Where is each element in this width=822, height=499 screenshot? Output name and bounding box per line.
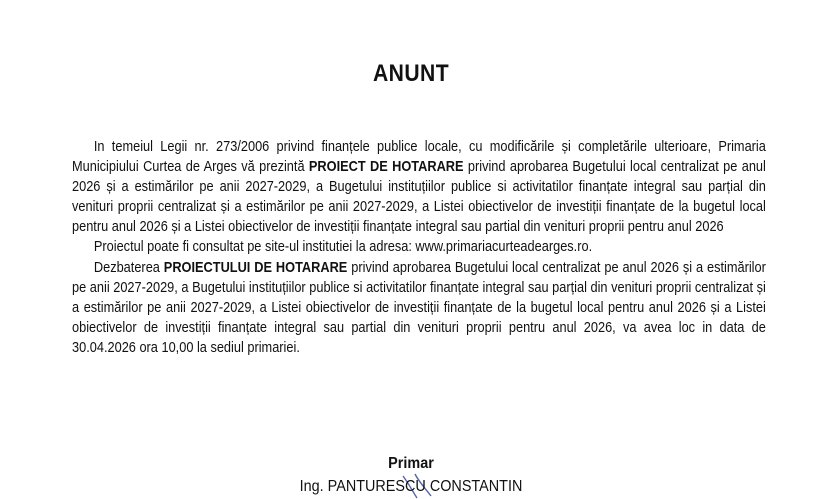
- paragraph-debate: [72, 258, 766, 358]
- paragraph-legal-basis-text-end: privind aprobarea Bugetului local centralizat pe anul 2026 și a estimărilor pe anii 2027-2029, a Bugetului instituțiilor publice si activitatilor finanțate integral sau parțial din venituri proprii centralizat și a estimărilor pe anii 2027-2029, a Listei obiectivelor de investiții finanțate de la bugetul local pentru anul 2026 și a Listei obiectivelor de investiții finanțate integral sau partial din venituri proprii pentru anul 2026: [72, 159, 766, 236]
- signature-role: Primar: [388, 455, 434, 472]
- paragraph-consultation: Proiectul poate fi consultat pe site-ul institutiei la adresa: www.primariacurteadearges.ro.: [93, 239, 593, 256]
- signature-name: Ing. PANTURESCU CONSTANTIN: [299, 478, 523, 495]
- paragraph-debate-text-start: Dezbaterea: [93, 259, 164, 276]
- document-body: [72, 137, 766, 358]
- paragraph-legal-basis: [72, 137, 766, 237]
- paragraph-legal-basis-bold: PROIECT DE HOTARARE: [308, 159, 464, 176]
- paragraph-debate-bold: PROIECTULUI DE HOTARARE: [163, 259, 348, 276]
- paragraph-debate-text-end: privind aprobarea Bugetului local centralizat pe anul 2026 și a estimărilor pe anii 2027-2029, a Bugetului instituțiilor publice si activitatilor finanțate integral sau parțial din venituri proprii centralizat și a estimărilor pe anii 2027-2029, a Listei obiectivelor de investiții finanțate de la bugetul local pentru anul 2026 și a Listei obiectivelor de investiții finanțate integral sau partial din venituri proprii pentru anul 2026, va avea loc in data de 30.04.2026 ora 10,00 la sediul primariei.: [72, 259, 766, 356]
- paragraph-legal-basis-text-start: In temeiul Legii nr. 273/2006 privind finanțele publice locale, cu modificările și completările ulterioare, Primaria Municipiului Curtea de Arges vă prezintă: [72, 139, 766, 176]
- document-title: ANUNT: [372, 60, 450, 87]
